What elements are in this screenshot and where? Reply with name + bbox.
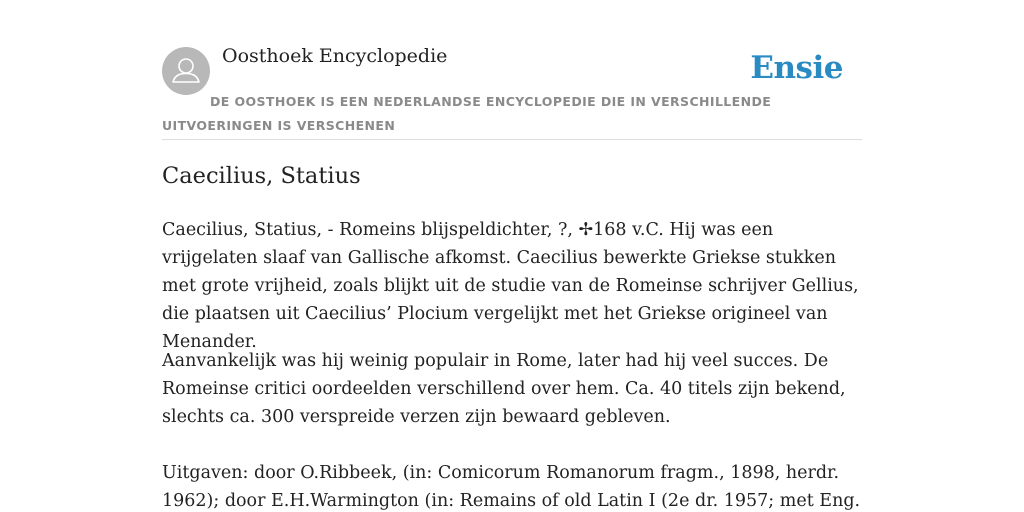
user-icon	[162, 47, 210, 95]
ensie-logo[interactable]: Ensie	[750, 50, 843, 86]
article-paragraph-3: Uitgaven: door O.Ribbeek, (in: Comicorum Romanorum fragm., 1898, herdr. 1962); door E.H.Warmington (in: Remains of old Latin I (2e dr. 1957; met Eng.	[162, 463, 861, 511]
source-header	[162, 0, 862, 140]
page	[162, 0, 862, 512]
source-name[interactable]: Oosthoek Encyclopedie	[222, 45, 448, 67]
article-paragraph-1: Caecilius, Statius, - Romeins blijspeldichter, ?, ✢168 v.C. Hij was een vrijgelaten slaaf van Gallische afkomst. Caecilius bewerkte Griekse stukken met grote vrijheid, zoals blijkt uit de studie van de Romeinse schrijver Gellius, die plaatsen uit Caecilius’ Plocium vergelijkt met het Griekse origineel van Menander.	[162, 220, 859, 352]
article-title: Caecilius, Statius	[162, 163, 361, 189]
article-paragraph-2: Aanvankelijk was hij weinig populair in Rome, later had hij veel succes. De Romeinse critici oordeelden verschillend over hem. Ca. 40 titels zijn bekend, slechts ca. 300 verspreide verzen zijn bewaard gebleven.	[162, 351, 846, 427]
header-divider	[162, 139, 862, 140]
source-tagline: DE OOSTHOEK IS EEN NEDERLANDSE ENCYCLOPEDIE DIE IN VERSCHILLENDE UITVOERINGEN IS VERSCHENEN	[162, 94, 772, 133]
source-avatar[interactable]	[162, 47, 210, 95]
